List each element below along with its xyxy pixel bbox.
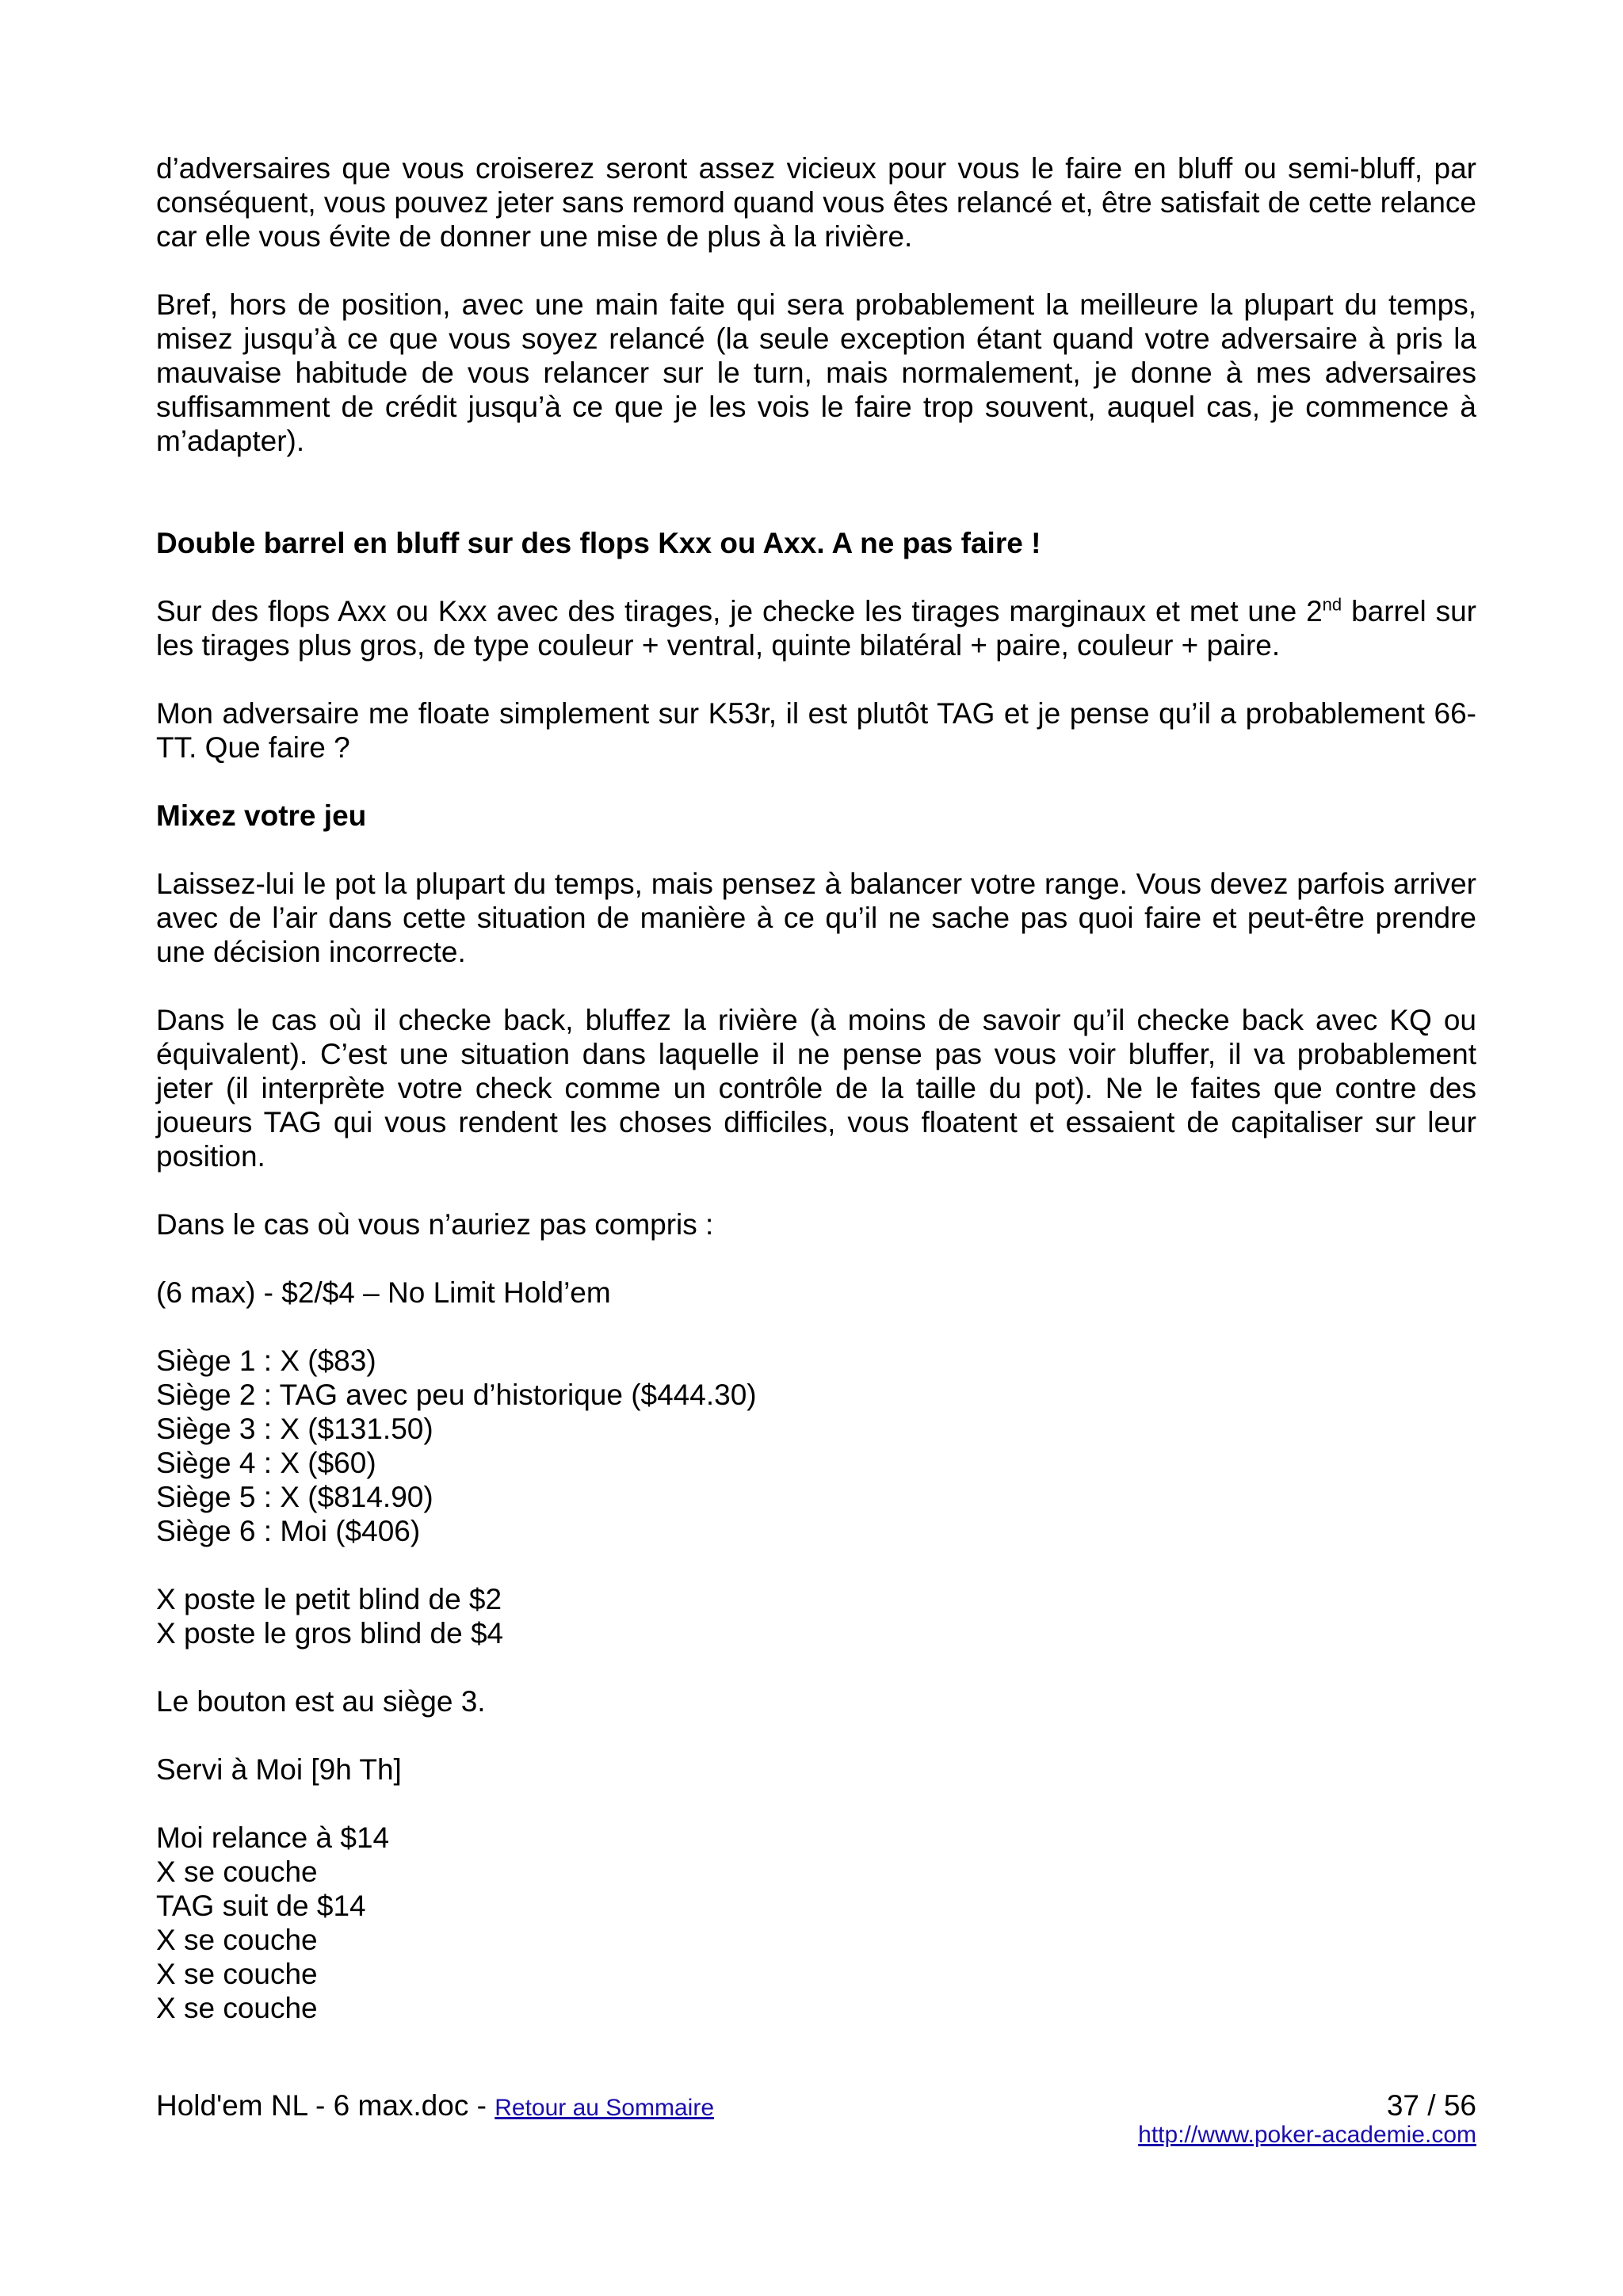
- action-line: X se couche: [156, 1855, 318, 1888]
- site-url-link[interactable]: http://www.poker-academie.com: [1138, 2122, 1476, 2148]
- action-line: Moi relance à $14: [156, 1821, 390, 1854]
- paragraph-vicious: d’adversaires que vous croiserez seront assez vicieux pour vous le faire en bluff ou semi-bluff, par conséquent, vous pouvez jeter sans remord quand vous êtes relancé et, être satisfait de cette relance car elle vous évite de donner une mise de plus à la rivière.: [156, 152, 1476, 253]
- action-line: X se couche: [156, 1924, 318, 1956]
- seat-line: Siège 6 : Moi ($406): [156, 1515, 421, 1547]
- document-body: [156, 151, 1476, 2059]
- blind-list: [156, 1582, 1476, 1650]
- action-line: X se couche: [156, 1992, 318, 2024]
- seat-list: [156, 1344, 1476, 1548]
- toc-link[interactable]: Retour au Sommaire: [495, 2095, 715, 2121]
- footer-left: [156, 2088, 714, 2125]
- button-line: Le bouton est au siège 3.: [156, 1685, 486, 1718]
- action-list: [156, 1821, 1476, 2025]
- seat-line: Siège 4 : X ($60): [156, 1447, 376, 1479]
- paragraph-draws: [156, 594, 1476, 662]
- footer-doc-name: Hold'em NL - 6 max.doc -: [156, 2089, 495, 2122]
- action-line: TAG suit de $14: [156, 1890, 366, 1922]
- superscript-nd: nd: [1322, 594, 1342, 615]
- hand-header: (6 max) - $2/$4 – No Limit Hold’em: [156, 1276, 611, 1309]
- page-number: 37 / 56: [1386, 2089, 1476, 2122]
- paragraph-draws-start: Sur des flops Axx ou Kxx avec des tirages, je checke les tirages marginaux et met une 2: [156, 595, 1323, 627]
- paragraph-draws-end: barrel sur les tirages plus gros, de type couleur + ventral, quinte bilatéral + paire, couleur + paire.: [156, 595, 1476, 662]
- blind-line: X poste le petit blind de $2: [156, 1583, 502, 1615]
- seat-line: Siège 2 : TAG avec peu d’historique ($444.30): [156, 1379, 757, 1411]
- seat-line: Siège 5 : X ($814.90): [156, 1481, 433, 1513]
- heading-double-barrel: Double barrel en bluff sur des flops Kxx ou Axx. A ne pas faire !: [156, 527, 1041, 559]
- page-footer: [156, 2088, 1476, 2160]
- blind-line: X poste le gros blind de $4: [156, 1617, 504, 1650]
- seat-line: Siège 1 : X ($83): [156, 1344, 376, 1377]
- paragraph-balance: Laissez-lui le pot la plupart du temps, mais pensez à balancer votre range. Vous devez parfois arriver avec de l’air dans cette situation de manière à ce qu’il ne sache pas quoi faire et peut-être prendre une décision incorrecte.: [156, 868, 1476, 968]
- heading-mix: Mixez votre jeu: [156, 799, 367, 832]
- paragraph-check-back: Dans le cas où il checke back, bluffez la rivière (à moins de savoir qu’il checke back avec KQ ou équivalent). C’est une situation dans laquelle il ne pense pas vous voir bluffer, il va probablement jeter (il interprète votre check comme un contrôle de la taille du pot). Ne le faites que contre des joueurs TAG qui vous rendent les choses difficiles, vous floatent et essaient de capitaliser sur leur position.: [156, 1004, 1476, 1173]
- action-line: X se couche: [156, 1958, 318, 1990]
- paragraph-float: Mon adversaire me floate simplement sur K53r, il est plutôt TAG et je pense qu’il a probablement 66-TT. Que faire ?: [156, 697, 1476, 764]
- paragraph-summary: Bref, hors de position, avec une main faite qui sera probablement la meilleure la plupart du temps, misez jusqu’à ce que vous soyez relancé (la seule exception étant quand votre adversaire à pris la mauvaise habitude de vous relancer sur le turn, mais normalement, je donne à mes adversaires suffisamment de crédit jusqu’à ce que je les vois le faire trop souvent, auquel cas, je commence à m’adapter).: [156, 288, 1476, 457]
- dealt-line: Servi à Moi [9h Th]: [156, 1753, 402, 1786]
- seat-line: Siège 3 : X ($131.50): [156, 1413, 433, 1445]
- paragraph-not-understood: Dans le cas où vous n’auriez pas compris :: [156, 1208, 714, 1241]
